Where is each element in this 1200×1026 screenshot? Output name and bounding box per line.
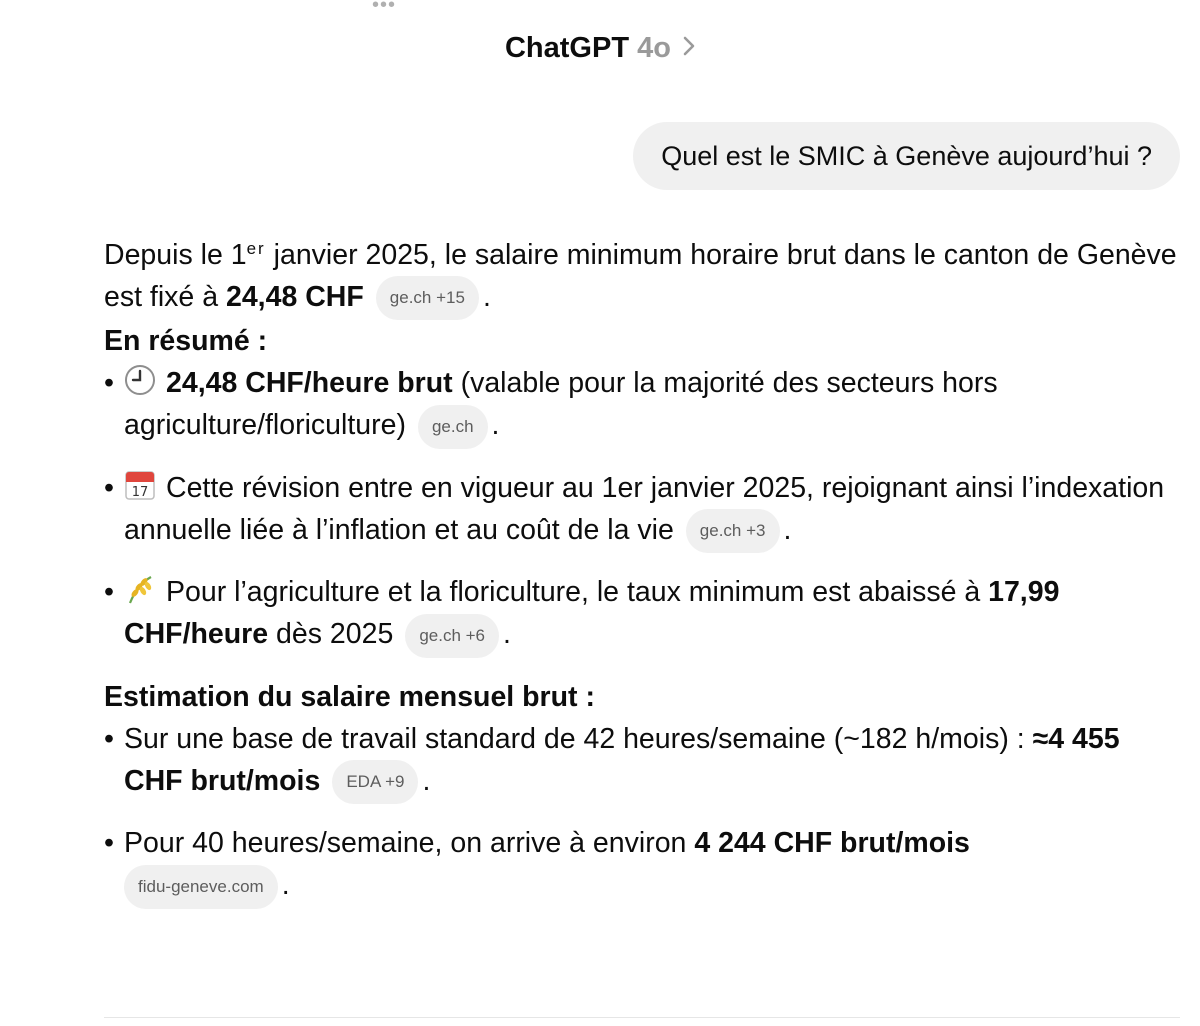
model-name: 4o [637, 32, 671, 64]
estimate-list [104, 718, 1180, 909]
summary-list [104, 362, 1180, 657]
list-item [104, 718, 1180, 804]
list-item-period: . [422, 764, 431, 797]
app-title: ChatGPT [504, 32, 630, 64]
citation-chip[interactable]: fidu-geneve.com [124, 865, 278, 909]
intro-text-start: Depuis le 1 [104, 239, 247, 271]
citation-chip[interactable]: ge.ch [418, 405, 488, 449]
list-item-period: . [783, 513, 792, 546]
list-item [104, 362, 1180, 448]
citation-chip[interactable]: ge.ch +6 [405, 614, 499, 658]
list-item [104, 467, 1180, 553]
citation-chip[interactable]: EDA +9 [332, 760, 418, 804]
intro-period: . [482, 281, 491, 313]
divider [104, 1017, 1180, 1018]
list-item-text: Pour 40 heures/semaine, on arrive à environ [124, 827, 695, 860]
calendar-icon [124, 469, 156, 501]
list-item-period: . [281, 869, 290, 902]
rice-icon [124, 573, 156, 605]
list-item-text: Sur une base de travail standard de 42 heures/semaine (~182 h/mois) : [124, 722, 1033, 755]
assistant-answer [104, 228, 1180, 927]
list-item-text: (valable pour la majorité des secteurs hors agriculture/floriculture) [124, 367, 998, 442]
list-item-period: . [503, 618, 511, 651]
ordinal-superscript: er [246, 239, 266, 258]
monthly-wage-42h: ≈4 455 CHF brut/mois [124, 722, 1120, 797]
list-item [104, 571, 1180, 657]
clock-icon [124, 364, 156, 396]
drag-handle-dots: ••• [372, 0, 397, 16]
user-message-bubble: Quel est le SMIC à Genève aujourd’hui ? [633, 122, 1180, 190]
monthly-wage-40h: 4 244 CHF brut/mois [694, 827, 970, 860]
intro-text-middle: janvier 2025, le salaire minimum horaire brut dans le canton de Genève est fixé à [104, 239, 1177, 313]
list-item-text: Cette révision entre en vigueur au 1er janvier 2025, rejoignant ainsi l’indexation annuelle liée à l’inflation et au coût de la vie [124, 471, 1165, 546]
intro-wage-value: 24,48 CHF [225, 281, 364, 313]
hourly-wage-value: 24,48 CHF/heure brut [166, 367, 453, 400]
list-item-period: . [491, 409, 500, 442]
model-selector[interactable] [0, 32, 1200, 65]
svg-text:17: • 17 [131, 484, 149, 500]
summary-heading: En résumé : [104, 325, 268, 358]
chevron-right-icon [683, 31, 695, 64]
citation-chip[interactable]: ge.ch +15 [376, 276, 479, 320]
answer-intro [104, 228, 1180, 320]
agriculture-wage-value: 17,99 CHF/heure [124, 576, 1060, 651]
estimate-heading: Estimation du salaire mensuel brut : [104, 680, 595, 713]
list-item-text: dès 2025 [268, 618, 394, 651]
citation-chip[interactable]: ge.ch +3 [686, 509, 780, 553]
list-item [104, 822, 1180, 908]
list-item-text: Pour l’agriculture et la floriculture, le taux minimum est abaissé à [166, 576, 989, 609]
